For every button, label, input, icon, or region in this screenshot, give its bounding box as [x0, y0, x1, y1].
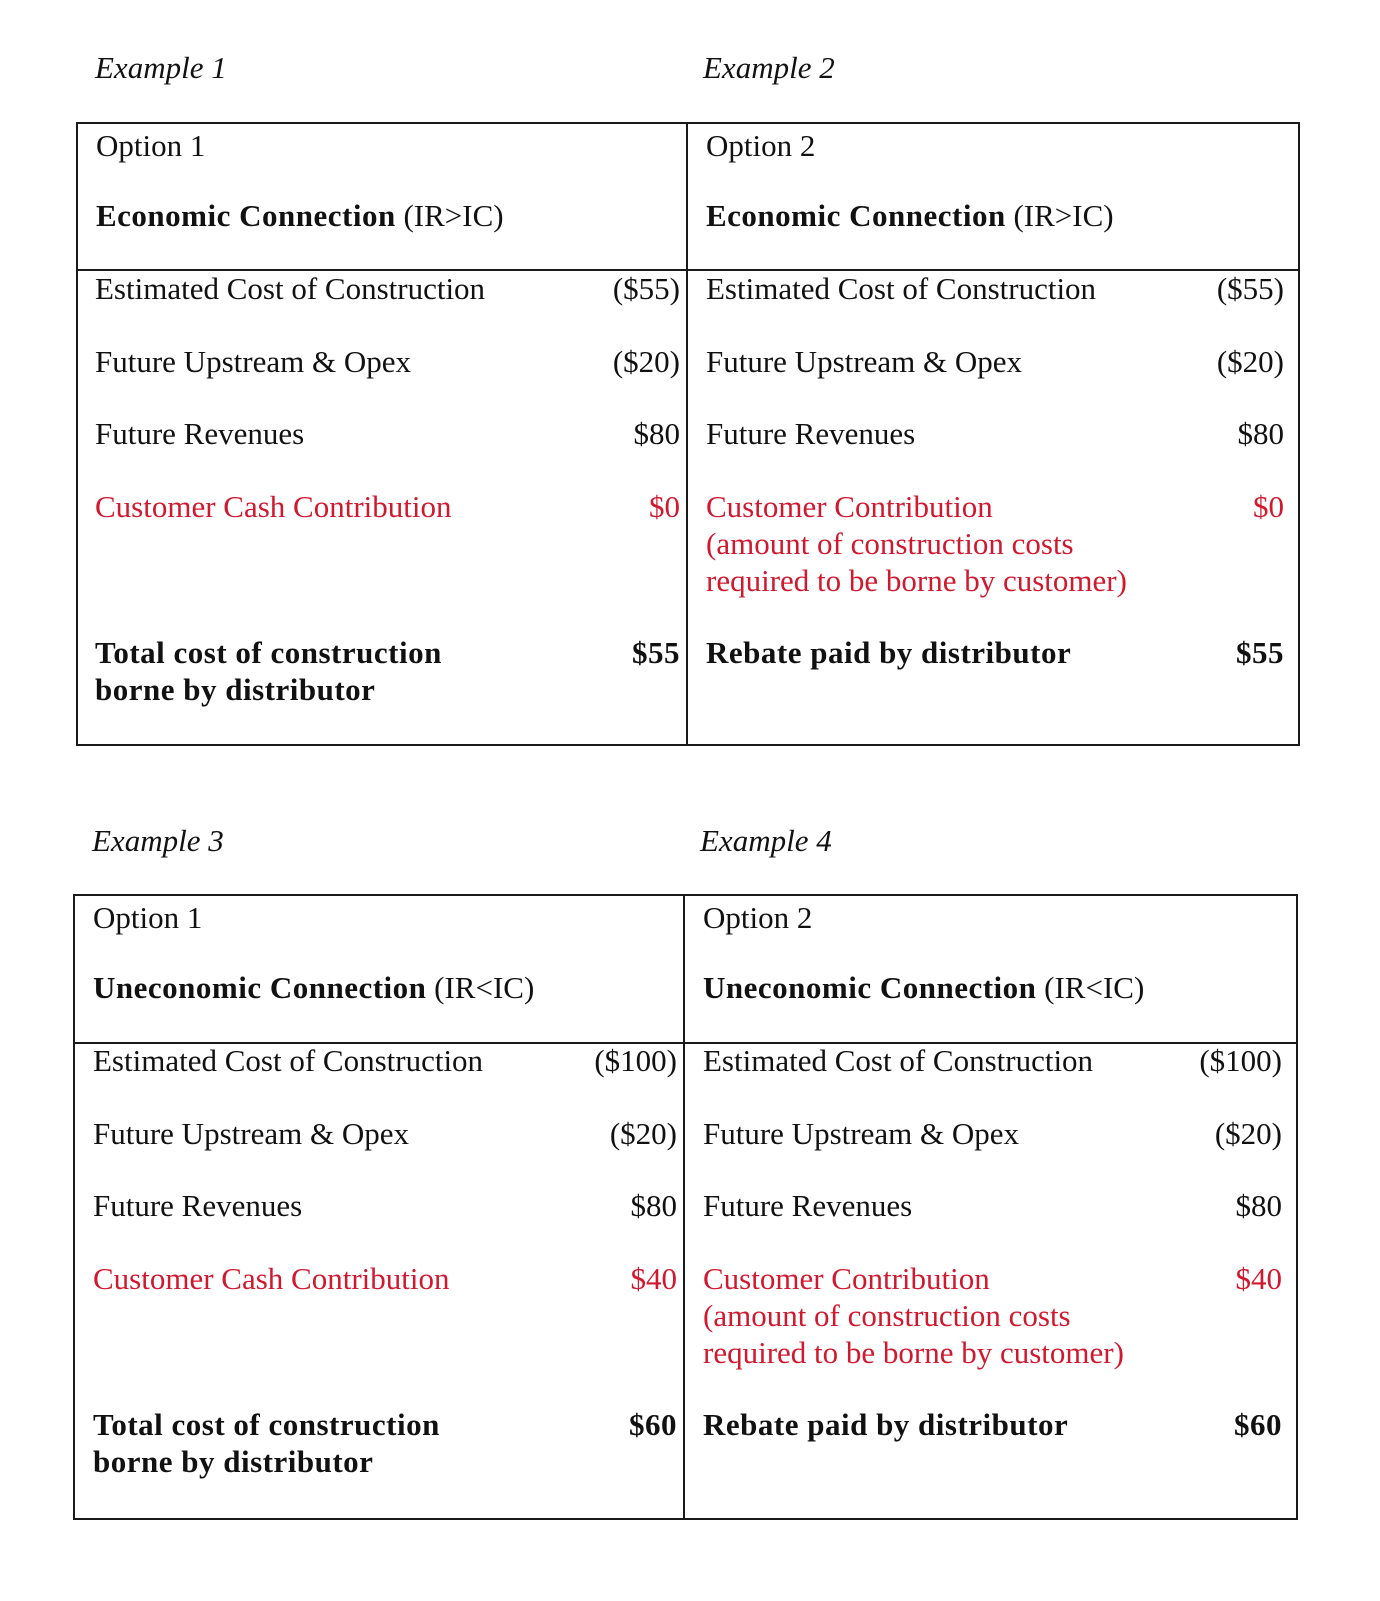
customer-contribution-note-line1: (amount of construction costs	[703, 1298, 1071, 1333]
rebate-value: $55	[1236, 635, 1284, 670]
row-label: Future Revenues	[703, 1188, 913, 1223]
option-label: Option 2	[706, 128, 816, 163]
connection-type-name: Uneconomic Connection	[93, 970, 427, 1005]
row-value: $80	[630, 1188, 677, 1223]
connection-type-name: Economic Connection	[706, 198, 1006, 233]
connection-condition: (IR>IC)	[1005, 198, 1114, 233]
example-4-label: Example 4	[700, 823, 832, 858]
row-label: Estimated Cost of Construction	[93, 1043, 484, 1078]
connection-type	[96, 200, 504, 231]
connection-type-name: Uneconomic Connection	[703, 970, 1037, 1005]
example-3-label: Example 3	[92, 823, 224, 858]
customer-contribution-note-line2: required to be borne by customer)	[706, 563, 1127, 598]
row-value: ($100)	[594, 1043, 677, 1078]
example-2-cell	[688, 124, 1298, 744]
row-value: ($20)	[1216, 344, 1284, 379]
row-label: Future Upstream & Opex	[95, 344, 411, 379]
example-1-label: Example 1	[95, 50, 227, 85]
customer-contribution-label: Customer Contribution	[706, 489, 993, 524]
total-value: $55	[632, 635, 680, 670]
row-value: $80	[1237, 416, 1284, 451]
row-label: Estimated Cost of Construction	[703, 1043, 1094, 1078]
row-value: ($20)	[1214, 1116, 1282, 1151]
customer-contribution-label: Customer Contribution	[703, 1261, 990, 1296]
connection-type	[93, 972, 534, 1003]
connection-condition: (IR>IC)	[395, 198, 504, 233]
rebate-value: $60	[1234, 1407, 1282, 1442]
row-label: Future Upstream & Opex	[706, 344, 1022, 379]
customer-contribution-value: $40	[1235, 1261, 1282, 1296]
example-2-label: Example 2	[703, 50, 835, 85]
row-label: Future Revenues	[93, 1188, 303, 1223]
row-value: $80	[1235, 1188, 1282, 1223]
connection-condition: (IR<IC)	[1036, 970, 1145, 1005]
example-3-cell	[75, 896, 683, 1518]
total-label-line2: borne by distributor	[95, 672, 376, 707]
comparison-table-uneconomic	[73, 894, 1298, 1520]
option-label: Option 2	[703, 900, 813, 935]
customer-contribution-value: $0	[1253, 489, 1284, 524]
customer-contribution-note-line1: (amount of construction costs	[706, 526, 1074, 561]
connection-condition: (IR<IC)	[426, 970, 535, 1005]
customer-contribution-label: Customer Cash Contribution	[95, 489, 452, 524]
row-value: ($20)	[612, 344, 680, 379]
row-label: Future Revenues	[95, 416, 305, 451]
total-label-line1: Total cost of construction	[93, 1407, 440, 1442]
option-label: Option 1	[93, 900, 203, 935]
row-value: ($55)	[1216, 271, 1284, 306]
customer-contribution-note-line2: required to be borne by customer)	[703, 1335, 1124, 1370]
rebate-label: Rebate paid by distributor	[703, 1407, 1069, 1442]
customer-contribution-label: Customer Cash Contribution	[93, 1261, 450, 1296]
total-label-line2: borne by distributor	[93, 1444, 374, 1479]
connection-type-name: Economic Connection	[96, 198, 396, 233]
customer-contribution-value: $40	[630, 1261, 677, 1296]
example-1-cell	[78, 124, 686, 744]
row-value: ($55)	[612, 271, 680, 306]
example-4-cell	[685, 896, 1296, 1518]
rebate-label: Rebate paid by distributor	[706, 635, 1072, 670]
customer-contribution-value: $0	[649, 489, 680, 524]
row-value: ($20)	[609, 1116, 677, 1151]
row-label: Future Revenues	[706, 416, 916, 451]
row-label: Future Upstream & Opex	[703, 1116, 1019, 1151]
comparison-table-economic	[76, 122, 1300, 746]
total-label-line1: Total cost of construction	[95, 635, 442, 670]
total-value: $60	[629, 1407, 677, 1442]
row-label: Future Upstream & Opex	[93, 1116, 409, 1151]
row-label: Estimated Cost of Construction	[95, 271, 486, 306]
option-label: Option 1	[96, 128, 206, 163]
connection-type	[706, 200, 1114, 231]
row-value: $80	[633, 416, 680, 451]
connection-type	[703, 972, 1144, 1003]
row-label: Estimated Cost of Construction	[706, 271, 1097, 306]
row-value: ($100)	[1199, 1043, 1282, 1078]
